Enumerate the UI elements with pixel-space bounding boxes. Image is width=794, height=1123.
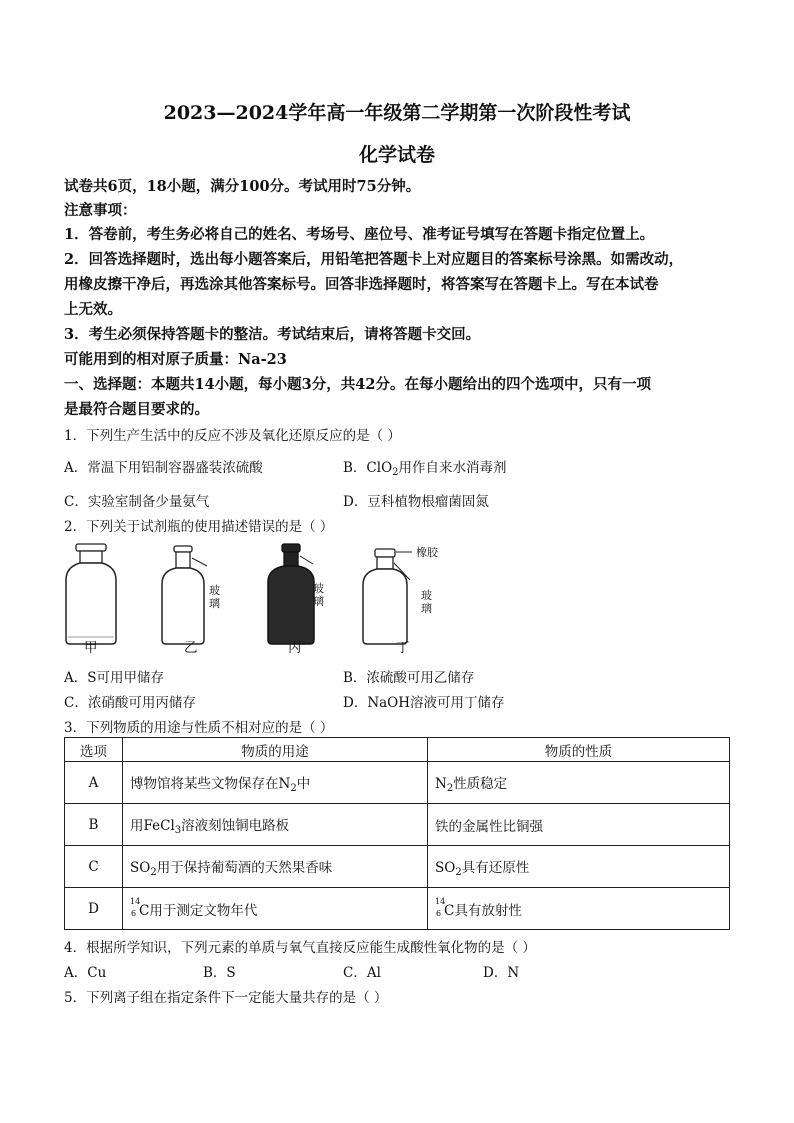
row-d-mass: 14 xyxy=(130,896,141,906)
row-d-prop xyxy=(428,888,730,930)
row-d-use xyxy=(123,888,428,930)
q1-option-c: C．实验室制备少量氨气 xyxy=(64,494,210,510)
table-row xyxy=(65,762,730,804)
table-header-row xyxy=(65,738,730,762)
table-row xyxy=(65,804,730,846)
q1-option-d: D．豆科植物根瘤菌固氮 xyxy=(343,494,489,510)
bottle-bing-icon xyxy=(268,544,314,644)
row-a-prop-pre: N xyxy=(435,775,447,792)
label-glass-yi-1: 玻 xyxy=(209,584,220,597)
q1-option-a: A．常温下用铝制容器盛装浓硫酸 xyxy=(64,460,263,476)
exam-info: 试卷共6页，18小题，满分100分。考试用时75分钟。 xyxy=(64,178,421,195)
q3-table xyxy=(64,737,730,930)
q4-option-b: B．S xyxy=(203,965,236,981)
row-d-z: 6 xyxy=(131,908,137,918)
q2-option-d: D．NaOH溶液可用丁储存 xyxy=(343,695,505,711)
label-rubber: 橡胶 xyxy=(416,546,438,559)
q1-b-post: 用作自来水消毒剂 xyxy=(398,460,507,476)
th-use: 物质的用途 xyxy=(123,738,428,762)
row-d-prop-post: C具有放射性 xyxy=(444,902,522,919)
q1-b-sub: 2 xyxy=(392,467,399,478)
q5-stem: 5．下列离子组在指定条件下一定能大量共存的是（ ） xyxy=(64,990,388,1006)
label-glass-ding-2: 璃 xyxy=(421,602,432,615)
q1-option-b xyxy=(343,456,507,478)
q2-option-c: C．浓硝酸可用丙储存 xyxy=(64,695,196,711)
th-option: 选项 xyxy=(65,738,123,762)
label-glass-bing-1: 玻 xyxy=(313,582,324,595)
row-c-prop xyxy=(428,846,730,888)
notice-2a: 2．回答选择题时，选出每小题答案后，用铅笔把答题卡上对应题目的答案标号涂黑。如需改动， xyxy=(64,251,684,268)
row-a-key: A xyxy=(65,762,123,804)
row-c-use-sub: 2 xyxy=(150,866,157,878)
row-d-prop-isotope xyxy=(435,896,446,918)
q2-stem: 2．下列关于试剂瓶的使用描述错误的是（ ） xyxy=(64,519,334,535)
row-b-use-post: 溶液刻蚀铜电路板 xyxy=(181,817,290,834)
bottle-label-bing: 丙 xyxy=(288,640,302,656)
bottle-label-jia: 甲 xyxy=(84,640,98,656)
label-glass-yi-2: 璃 xyxy=(209,597,220,610)
bottle-label-yi: 乙 xyxy=(184,640,198,656)
q4-stem: 4．根据所学知识，下列元素的单质与氧气直接反应能生成酸性氧化物的是（ ） xyxy=(64,940,536,956)
th-property: 物质的性质 xyxy=(428,738,730,762)
row-a-prop-sub: 2 xyxy=(446,782,454,794)
row-a-use xyxy=(123,762,428,804)
row-b-key: B xyxy=(65,804,123,846)
atomic-mass: 可能用到的相对原子质量：Na-23 xyxy=(64,351,287,368)
row-d-use-post: C用于测定文物年代 xyxy=(139,902,258,919)
q1-stem: 1．下列生产生活中的反应不涉及氧化还原反应的是（ ） xyxy=(64,428,401,444)
row-b-use-pre: 用FeCl xyxy=(130,817,175,834)
section-1-b: 是最符合题目要求的。 xyxy=(64,401,209,418)
q2-option-a: A．S可用甲储存 xyxy=(64,670,164,686)
row-a-prop-post: 性质稳定 xyxy=(453,775,508,792)
bottle-ding-icon xyxy=(363,549,412,644)
row-b-use-sub: 3 xyxy=(174,824,182,836)
row-c-prop-sub: 2 xyxy=(455,866,462,878)
notice-heading: 注意事项： xyxy=(64,202,137,219)
notice-2b: 用橡皮擦干净后，再选涂其他答案标号。回答非选择题时，将答案写在答题卡上。写在本试卷 xyxy=(64,276,659,293)
row-c-prop-pre: SO xyxy=(435,859,456,876)
row-c-use-pre: SO xyxy=(130,859,151,876)
bottle-yi-icon xyxy=(162,546,207,644)
row-a-use-post: 中 xyxy=(296,775,311,792)
row-d-prop-mass: 14 xyxy=(435,896,446,906)
q4-option-d: D．N xyxy=(483,965,520,981)
table-row xyxy=(65,888,730,930)
row-d-isotope xyxy=(130,896,141,918)
notice-2c: 上无效。 xyxy=(64,301,122,318)
label-glass-bing-2: 璃 xyxy=(313,595,324,608)
q2-option-b: B．浓硫酸可用乙储存 xyxy=(343,670,475,686)
q4-option-a: A．Cu xyxy=(64,965,107,981)
row-a-use-pre: 博物馆将某些文物保存在N xyxy=(130,775,291,792)
bottle-jia-icon xyxy=(66,544,116,644)
section-1-a: 一、选择题：本题共14小题，每小题3分，共42分。在每小题给出的四个选项中，只有一项 xyxy=(64,376,651,393)
q1-b-pre: B．ClO xyxy=(343,460,393,476)
row-c-use xyxy=(123,846,428,888)
table-row xyxy=(65,846,730,888)
row-a-use-sub: 2 xyxy=(290,782,297,794)
exam-title: 2023—2024学年高一年级第二学期第一次阶段性考试 xyxy=(163,102,631,124)
row-d-key: D xyxy=(65,888,123,930)
row-d-prop-z: 6 xyxy=(436,908,442,918)
bottle-label-ding: 丁 xyxy=(396,640,410,656)
row-a-prop xyxy=(428,762,730,804)
notice-3: 3．考生必须保持答题卡的整洁。考试结束后，请将答题卡交回。 xyxy=(64,326,481,343)
label-glass-ding-1: 玻 xyxy=(421,589,432,602)
q4-option-c: C．Al xyxy=(343,965,381,981)
row-b-use xyxy=(123,804,428,846)
exam-subtitle: 化学试卷 xyxy=(358,144,435,166)
row-c-key: C xyxy=(65,846,123,888)
row-c-use-post: 用于保持葡萄酒的天然果香味 xyxy=(156,859,333,876)
q3-stem: 3．下列物质的用途与性质不相对应的是（ ） xyxy=(64,720,334,736)
row-b-prop: 铁的金属性比铜强 xyxy=(428,804,730,846)
row-c-prop-post: 具有还原性 xyxy=(461,859,530,876)
notice-1: 1．答卷前，考生务必将自己的姓名、考场号、座位号、准考证号填写在答题卡指定位置上。 xyxy=(64,226,655,243)
